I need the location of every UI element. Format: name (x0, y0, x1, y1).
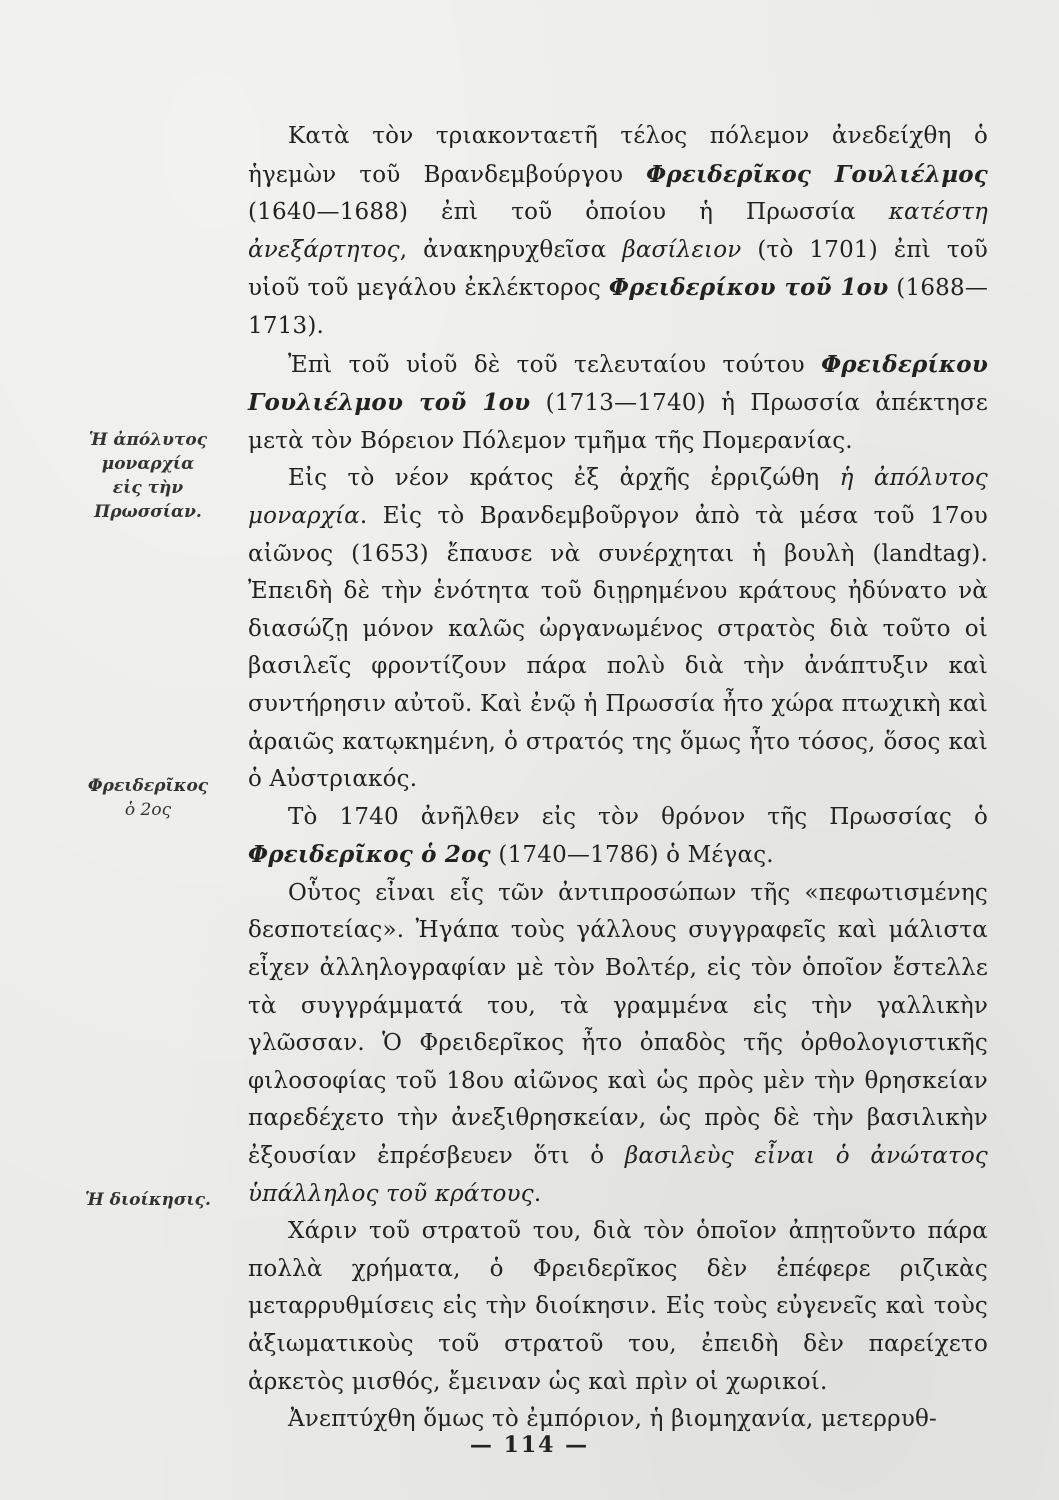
text-segment: Κατὰ τὸν τριακονταετῆ τέλος πόλεμον ἀνεδείχθη ὁ ἡγεμὼν τοῦ Βρανδεμβούργου (248, 123, 988, 188)
margin-note-line: ὁ 2ος (124, 800, 172, 820)
emphasis-text: ἡ ἀπόλυτος μοναρχία (248, 465, 988, 529)
text-segment: Ἐπὶ τοῦ υἱοῦ δὲ τοῦ τελευταίου τούτου (288, 351, 822, 378)
emphasis-text: Φρειδερίκου τοῦ 1ου (608, 274, 889, 302)
text-segment: Τὸ 1740 ἀνῆλθεν εἰς τὸν θρόνον τῆς Πρωσσίας ὁ (288, 803, 988, 830)
paragraph-4 (248, 799, 988, 875)
margin-note-administration (58, 1188, 238, 1212)
text-segment: (1713—1740) ἡ Πρωσσία ἀπέκτησε μετὰ τὸν Βόρειον Πόλεμον τμῆμα τῆς Πομερανίας. (248, 390, 988, 454)
text-segment: . (533, 1180, 542, 1207)
paragraph-2 (248, 346, 988, 461)
text-segment: (1740—1786) ὁ Μέγας. (490, 842, 774, 869)
text-segment: , ἀνακηρυχθεῖσα (399, 236, 623, 263)
margin-note-line: Πρωσσίαν. (94, 502, 202, 522)
margin-note-frederick-2 (58, 774, 238, 822)
margin-note-line: Ἡ διοίκησις. (85, 1190, 211, 1210)
emphasis-text: κατέστη ἀνεξάρτητος (248, 199, 988, 263)
paragraph-3 (248, 460, 988, 798)
margin-note-line: εἰς τὴν (112, 478, 184, 498)
text-segment: (τὸ 1701) ἐπὶ τοῦ υἱοῦ τοῦ μεγάλου ἐκλέκτορος (248, 236, 988, 302)
text-segment: (1688—1713). (248, 275, 989, 339)
emphasis-text: Φρειδερῖκος ὁ 2ος (248, 841, 491, 869)
margin-note-absolute-monarchy (58, 428, 238, 524)
text-segment: Χάριν τοῦ στρατοῦ του, διὰ τὸν ὁποῖον ἀπῃτοῦντο πάρα πολλὰ χρήματα, ὁ Φρειδερῖκος δὲν ἐπέφερε ριζικὰς μεταρρυθμίσεις εἰς τὴν διοίκησιν. Εἰς τοὺς εὐγενεῖς καὶ τοὺς ἀξιωματικοὺς τοῦ στρατοῦ του, ἐπειδὴ δὲν παρείχετο ἀρκετὸς μισθός, ἔμειναν ὡς καὶ πρὶν οἱ χωρικοί. (248, 1218, 988, 1395)
main-text (248, 118, 988, 1439)
text-segment: Ἀνεπτύχθη ὅμως τὸ ἐμπόριον, ἡ βιομηχανία, μετερρυθ- (288, 1406, 938, 1433)
paragraph-5 (248, 875, 988, 1213)
paragraph-6 (248, 1213, 988, 1401)
text-segment: . Εἰς τὸ Βρανδεμβοῦργον ἀπὸ τὰ μέσα τοῦ 17ου αἰῶνος (1653) ἔπαυσε νὰ συνέρχηται ἡ βουλὴ (landtag). Ἐπειδὴ δὲ τὴν ἑνότητα τοῦ διῃρημένου κράτους ἠδύνατο νὰ διασώζῃ μόνον καλῶς ὠργανωμένος στρατὸς διὰ τοῦτο οἱ βασιλεῖς φροντίζουν πάρα πολὺ διὰ τὴν ἀνάπτυξιν καὶ συντήρησιν αὐτοῦ. Καὶ ἐνῷ ἡ Πρωσσία ἦτο χώρα πτωχικὴ καὶ ἀραιῶς κατῳκημένη, ὁ στρατός της ὅμως ἦτο τόσος, ὅσος καὶ ὁ Αὐστριακός. (248, 502, 988, 793)
margin-note-line: μοναρχία (101, 454, 195, 474)
margin-note-line: Φρειδερῖκος (87, 776, 209, 796)
emphasis-text: βασιλεὺς εἶναι ὁ ἀνώτατος ὑπάλληλος τοῦ κράτους (248, 1143, 988, 1207)
margin-note-line: Ἡ ἀπόλυτος (88, 430, 208, 450)
text-segment: Εἰς τὸ νέον κράτος ἐξ ἀρχῆς ἐρριζώθη (288, 465, 840, 492)
page-number: — 114 — (469, 1432, 590, 1458)
emphasis-text: Φρειδερῖκος Γουλιέλμος (646, 160, 988, 188)
paragraph-1 (248, 118, 988, 346)
text-segment: (1640—1688) ἐπὶ τοῦ ὁποίου ἡ Πρωσσία (248, 199, 889, 226)
text-segment: Οὗτος εἶναι εἷς τῶν ἀντιπροσώπων τῆς «πεφωτισμένης δεσποτείας». Ἠγάπα τοὺς γάλλους συγγραφεῖς καὶ μάλιστα εἶχεν ἀλληλογραφίαν μὲ τὸν Βολτέρ, εἰς τὸν ὁποῖον ἔστελλε τὰ συγγράμματά του, τὰ γραμμένα εἰς τὴν γαλλικὴν γλῶσσαν. Ὁ Φρειδερῖκος ἦτο ὀπαδὸς τῆς ὀρθολογιστικῆς φιλοσοφίας τοῦ 18ου αἰῶνος καὶ ὡς πρὸς μὲν τὴν θρησκείαν παρεδέχετο τὴν ἀνεξιθρησκείαν, ὡς πρὸς δὲ τὴν βασιλικὴν ἐξουσίαν ἐπρέσβευεν ὅτι ὁ (248, 879, 988, 1170)
emphasis-text: βασίλειον (622, 236, 742, 263)
emphasis-text: Φρειδερίκου Γουλιέλμου τοῦ 1ου (248, 350, 988, 417)
